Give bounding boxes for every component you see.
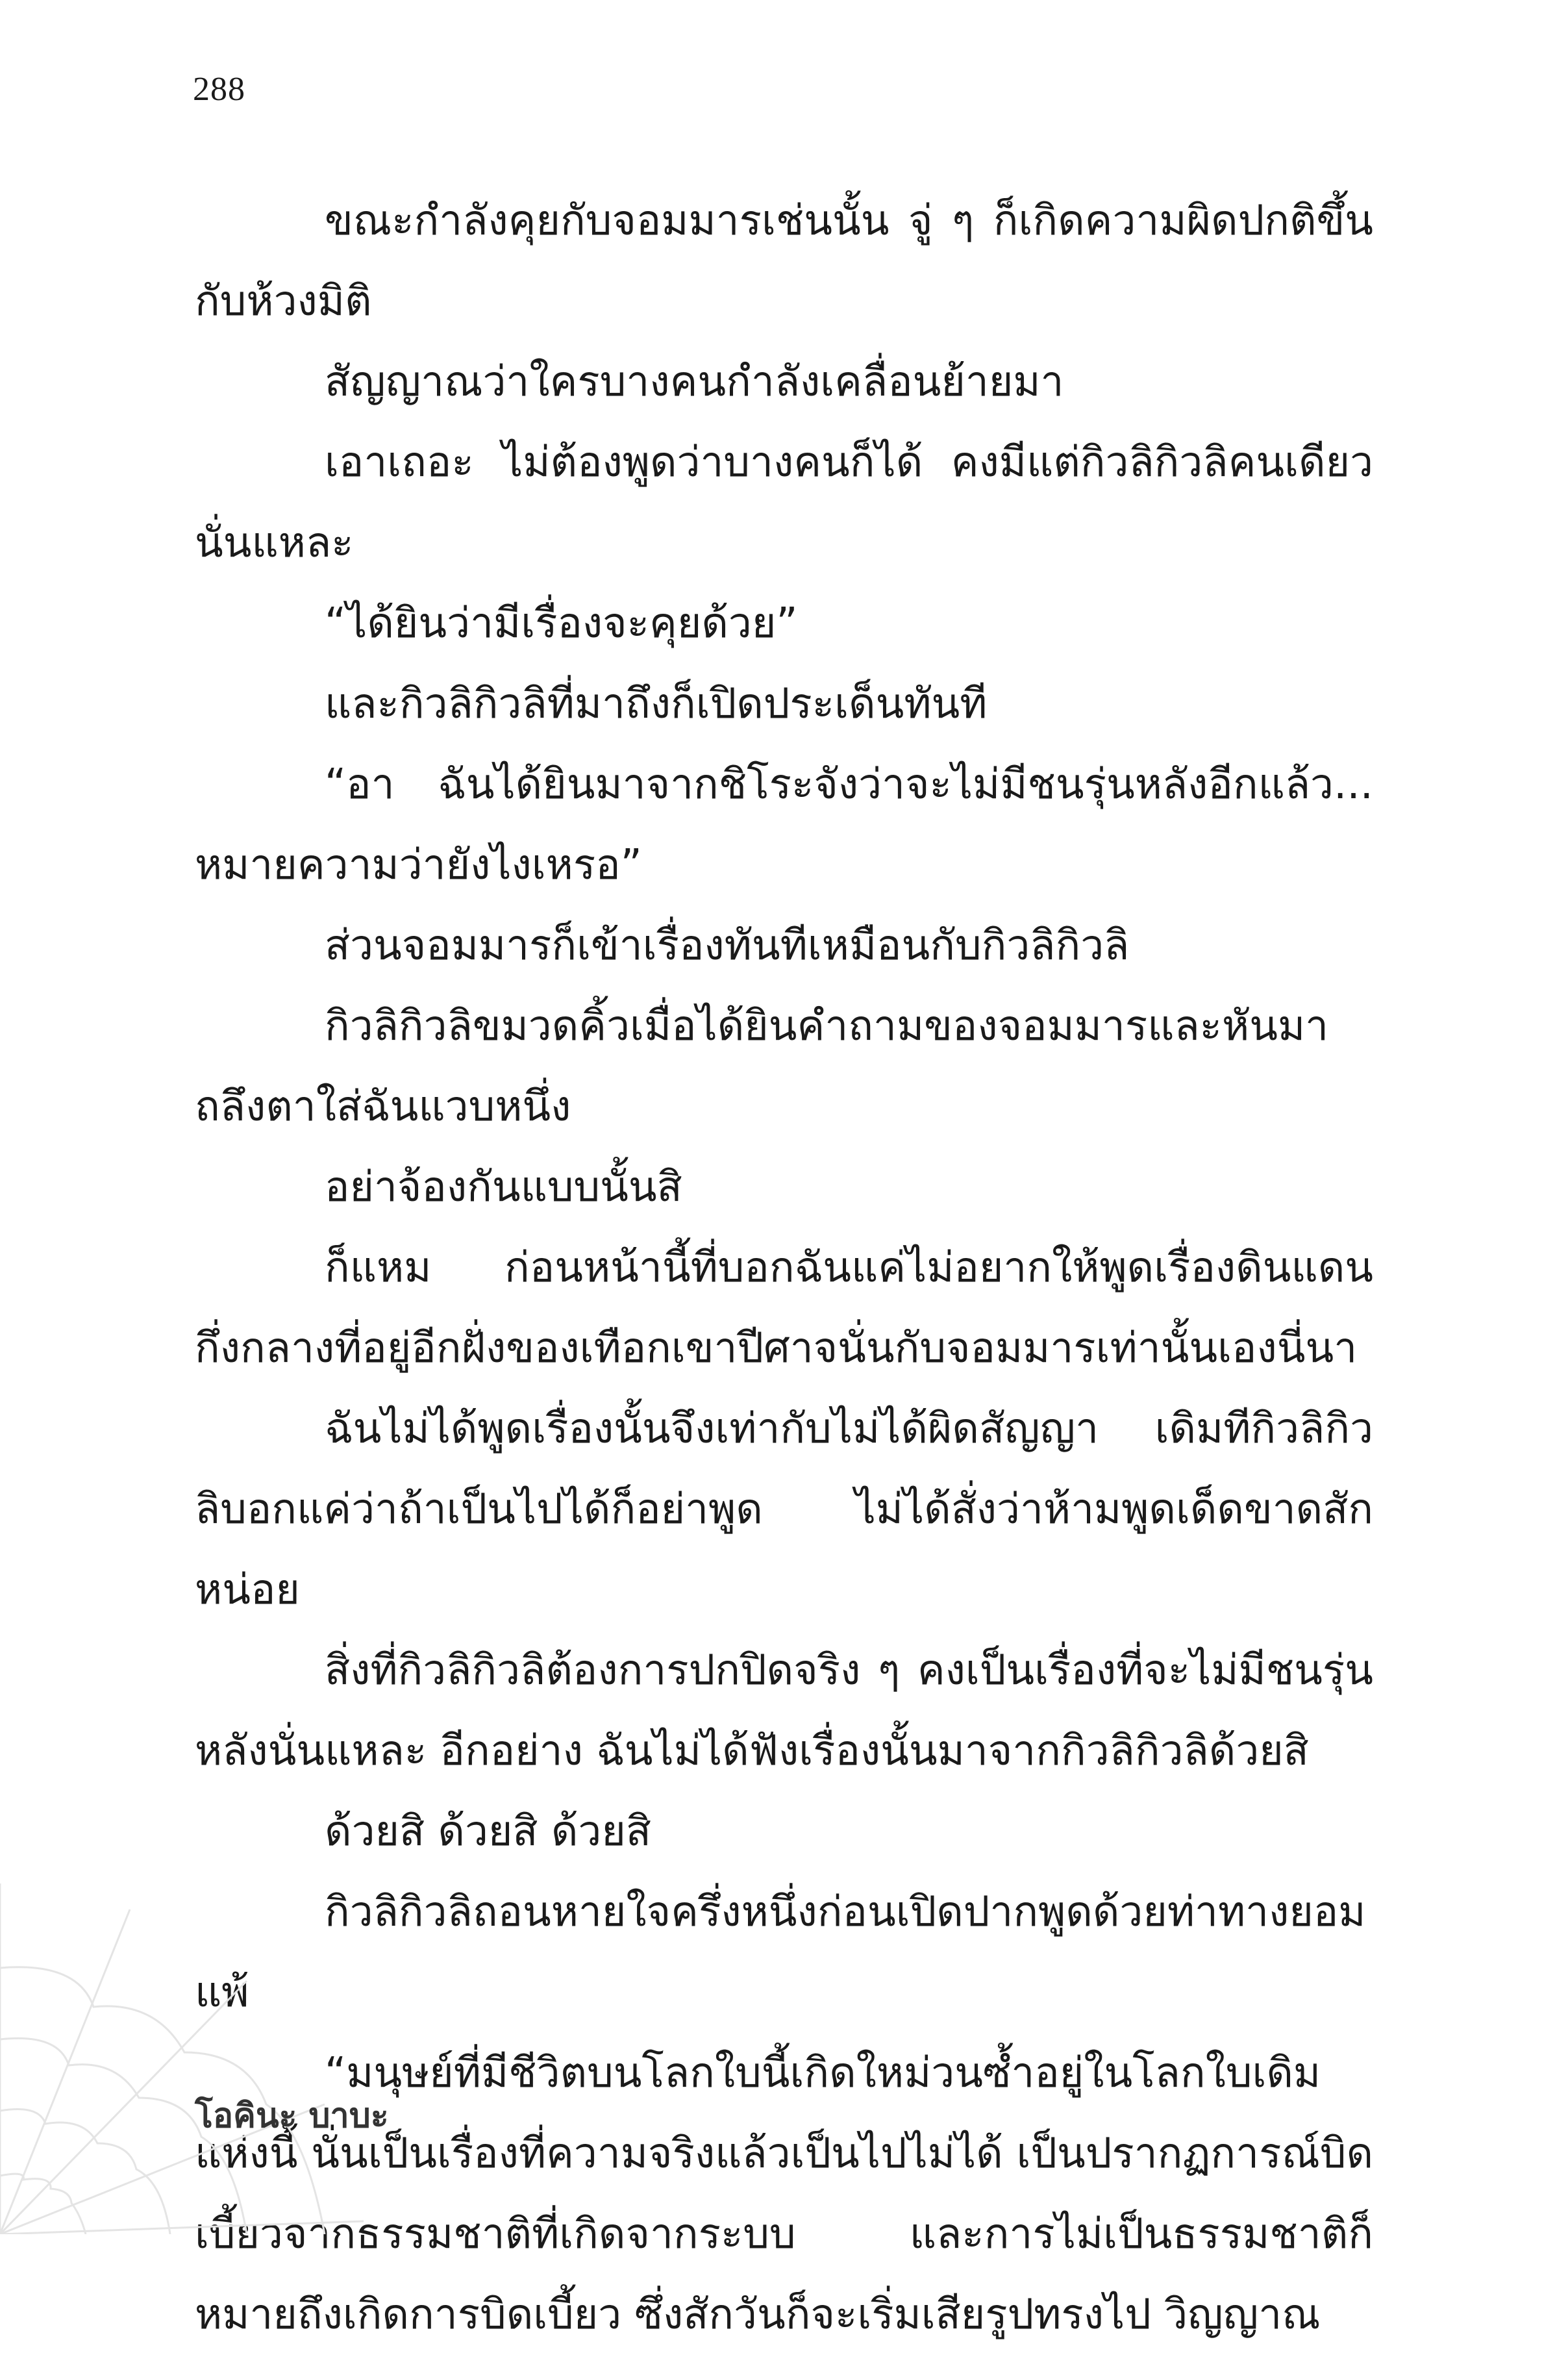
paragraph: กิวลิกิวลิถอนหายใจครึ่งหนึ่งก่อนเปิดปากพูดด้วยท่าทางยอมแพ้ (195, 1888, 1366, 2017)
footer-author: โอคินะ บาบะ (195, 2097, 389, 2135)
page-number: 288 (193, 71, 245, 108)
paragraph: เอาเถอะ ไม่ต้องพูดว่าบางคนก็ได้ คงมีแต่กิวลิกิวลิคนเดียวนั่นแหละ (195, 438, 1373, 567)
body-text (195, 181, 1373, 2355)
paragraph: กิวลิกิวลิขมวดคิ้วเมื่อได้ยินคำถามของจอมมารและหันมาถลึงตาใส่ฉันแวบหนึ่ง (195, 1002, 1329, 1131)
spider-web-decoration (0, 1870, 364, 2234)
paragraph: สิ่งที่กิวลิกิวลิต้องการปกปิดจริง ๆ คงเป็นเรื่องที่จะไม่มีชนรุ่นหลังนั่นแหละ อีกอย่าง ฉันไม่ได้ฟังเรื่องนั้นมาจากกิวลิกิวลิด้วยสิ (195, 1646, 1373, 1775)
paragraph: อย่าจ้องกันแบบนั้นสิ (325, 1163, 682, 1211)
paragraph: “มนุษย์ที่มีชีวิตบนโลกใบนี้เกิดใหม่วนซ้ำอยู่ในโลกใบเดิมแห่งนี้ นั่นเป็นเรื่องที่ความจริงแล้วเป็นไปไม่ได้ เป็นปรากฏการณ์บิดเบี้ยวจากธรรมชาติที่เกิดจากระบบ และการไม่เป็นธรรมชาติก็หมายถึงเกิดการบิดเบี้ยว ซึ่งสักวันก็จะเริ่มเสียรูปทรงไป วิญญาณ (195, 2049, 1373, 2339)
paragraph: ฉันไม่ได้พูดเรื่องนั้นจึงเท่ากับไม่ได้ผิดสัญญา เดิมทีกิวลิกิวลิบอกแค่ว่าถ้าเป็นไปได้ก็อย่าพูด ไม่ได้สั่งว่าห้ามพูดเด็ดขาดสักหน่อย (195, 1405, 1373, 1614)
paragraph: “อา ฉันได้ยินมาจากชิโระจังว่าจะไม่มีชนรุ่นหลังอีกแล้ว... หมายความว่ายังไงเหรอ” (195, 761, 1373, 889)
paragraph: ก็แหม ก่อนหน้านี้ที่บอกฉันแค่ไม่อยากให้พูดเรื่องดินแดนกึ่งกลางที่อยู่อีกฝั่งของเทือกเขาปีศาจนั่นกับจอมมารเท่านั้นเองนี่นา (195, 1244, 1373, 1372)
paragraph: ด้วยสิ ด้วยสิ ด้วยสิ (325, 1807, 651, 1856)
paragraph: ขณะกำลังคุยกับจอมมารเช่นนั้น จู่ ๆ ก็เกิดความผิดปกติขึ้นกับห้วงมิติ (195, 197, 1373, 325)
paragraph: ส่วนจอมมารก็เข้าเรื่องทันทีเหมือนกับกิวลิกิวลิ (325, 922, 1130, 970)
paragraph: และกิวลิกิวลิที่มาถึงก็เปิดประเด็นทันที (325, 680, 988, 728)
paragraph: “ได้ยินว่ามีเรื่องจะคุยด้วย” (325, 599, 798, 648)
paragraph: สัญญาณว่าใครบางคนกำลังเคลื่อนย้ายมา (325, 358, 1064, 406)
